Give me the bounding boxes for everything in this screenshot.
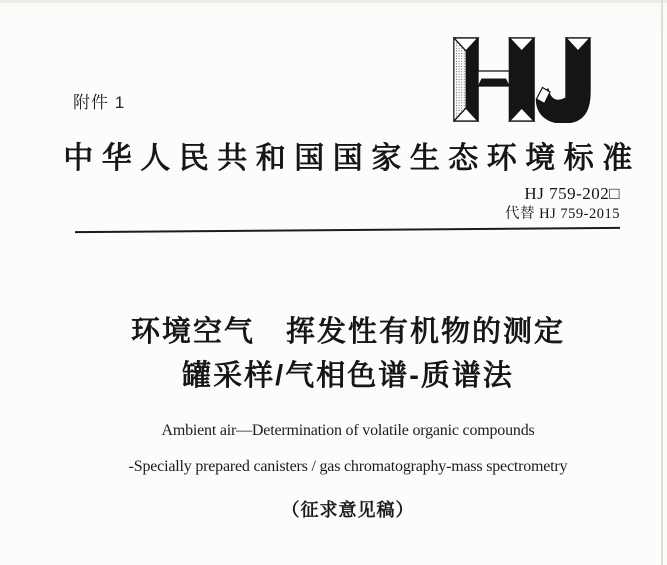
h-letter (454, 38, 534, 121)
title-cn-line1: 环境空气 挥发性有机物的测定 (130, 316, 565, 348)
standard-number-block (505, 184, 620, 224)
replaces-note: 代替 HJ 759-2015 (505, 206, 620, 222)
divider-rule (75, 227, 620, 234)
title-cn-line2: 罐采样/气相色谱-质谱法 (182, 360, 514, 392)
header-title: 中华人民共和国国家生态环境标准 (63, 142, 641, 175)
title-en-line2: -Specially prepared canisters / gas chromatography-mass spectrometry (128, 458, 568, 475)
scan-right-edge (661, 0, 663, 565)
title-en-line1: Ambient air—Determination of volatile organic compounds (161, 422, 535, 439)
draft-note: （征求意见稿） (281, 500, 415, 520)
scan-top-edge (0, 0, 667, 3)
hj-logo (453, 37, 593, 123)
standard-number: HJ 759-202□ (524, 184, 620, 203)
j-letter (537, 38, 591, 123)
attachment-label: 附件 1 (73, 93, 126, 112)
